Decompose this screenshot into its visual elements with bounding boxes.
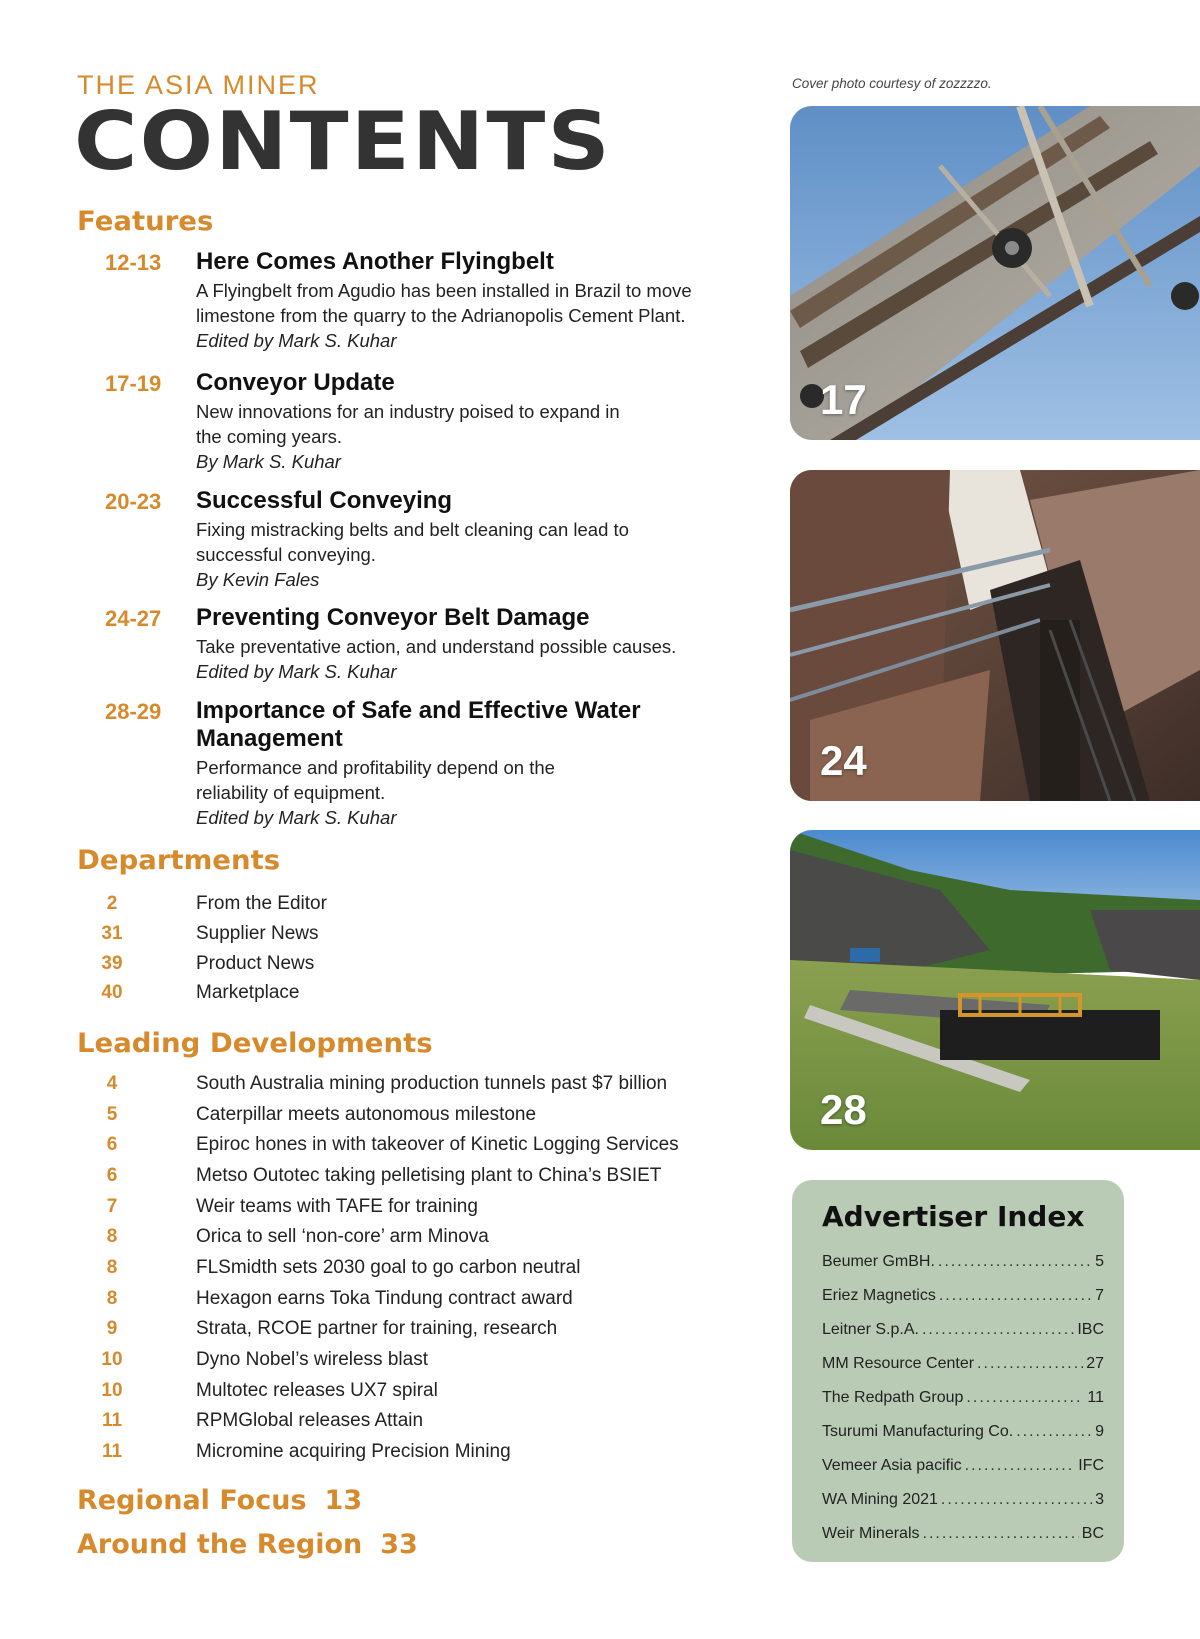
leader-dots — [923, 1525, 1079, 1543]
advertiser-row[interactable] — [822, 1253, 1104, 1271]
advertiser-page: IFC — [1078, 1457, 1104, 1474]
feature-pages: 17-19 — [105, 371, 162, 396]
feature-byline: Edited by Mark S. Kuhar — [196, 330, 397, 351]
photo-page-number: 17 — [820, 376, 867, 423]
news-item[interactable] — [0, 1349, 720, 1379]
news-item[interactable] — [0, 1257, 720, 1287]
photo-conveyor-damage[interactable] — [790, 470, 1200, 801]
news-item[interactable] — [0, 1380, 720, 1410]
masthead: THE ASIA MINER — [77, 70, 320, 100]
department-item[interactable] — [0, 893, 720, 923]
feature-description: Fixing mistracking belts and belt cleaning can lead to successful conveying. — [196, 519, 629, 565]
news-item[interactable] — [0, 1226, 720, 1256]
advertiser-row[interactable] — [822, 1389, 1104, 1407]
news-page: 9 — [106, 1318, 118, 1339]
news-page: 8 — [106, 1257, 118, 1278]
news-label: Orica to sell ‘non-core’ arm Minova — [196, 1226, 489, 1247]
photo-page-number: 28 — [820, 1086, 867, 1133]
news-label: Epiroc hones in with takeover of Kinetic Logging Services — [196, 1134, 679, 1155]
news-label: South Australia mining production tunnels past $7 billion — [196, 1073, 668, 1094]
advertiser-name: Eriez Magnetics — [822, 1287, 936, 1304]
news-page: 10 — [101, 1380, 123, 1401]
feature-pages: 12-13 — [105, 250, 162, 275]
cover-credit: Cover photo courtesy of zozzzzo. — [792, 76, 992, 91]
news-item[interactable] — [0, 1288, 720, 1318]
department-page: 39 — [101, 953, 123, 974]
feature-title: Successful Conveying — [196, 487, 453, 514]
leader-dots — [922, 1321, 1074, 1339]
feature-description: A Flyingbelt from Agudio has been installed in Brazil to move limestone from the quarry to the Adrianopolis Cement Plant. — [196, 280, 692, 326]
news-page: 6 — [106, 1165, 118, 1186]
leader-dots — [941, 1491, 1092, 1509]
advertiser-name: Tsurumi Manufacturing Co. — [822, 1423, 1014, 1440]
around-region-page: 33 — [380, 1529, 418, 1560]
feature-description: Performance and profitability depend on the reliability of equipment. — [196, 757, 555, 803]
advertiser-name: Vemeer Asia pacific — [822, 1457, 962, 1474]
news-label: Caterpillar meets autonomous milestone — [196, 1104, 537, 1125]
leader-dots — [939, 1287, 1092, 1305]
news-label: Metso Outotec taking pelletising plant to China’s BSIET — [196, 1165, 662, 1186]
news-page: 10 — [101, 1349, 123, 1370]
news-page: 8 — [106, 1288, 118, 1309]
news-page: 7 — [106, 1196, 118, 1217]
feature-title: Preventing Conveyor Belt Damage — [196, 604, 590, 631]
news-item[interactable] — [0, 1441, 720, 1471]
feature-pages: 24-27 — [105, 606, 162, 631]
news-label: Strata, RCOE partner for training, research — [196, 1318, 558, 1339]
features-heading: Features — [77, 206, 214, 237]
news-label: Micromine acquiring Precision Mining — [196, 1441, 511, 1462]
leading-developments-heading: Leading Developments — [77, 1028, 433, 1059]
page-title: CONTENTS — [74, 95, 612, 188]
news-page: 4 — [106, 1073, 118, 1094]
advertiser-page: 5 — [1095, 1253, 1104, 1270]
feature-title: Conveyor Update — [196, 369, 395, 396]
advertiser-row[interactable] — [822, 1355, 1104, 1373]
around-region-label: Around the Region — [77, 1529, 363, 1560]
advertiser-row[interactable] — [822, 1423, 1104, 1441]
department-page: 2 — [106, 893, 118, 914]
leader-dots — [1016, 1423, 1092, 1441]
photo-flyingbelt[interactable] — [790, 106, 1200, 440]
news-label: Hexagon earns Toka Tindung contract award — [196, 1288, 573, 1309]
regional-focus-heading[interactable] — [77, 1485, 362, 1516]
leader-dots — [965, 1457, 1076, 1475]
regional-focus-page: 13 — [324, 1485, 363, 1516]
advertiser-row[interactable] — [822, 1525, 1104, 1543]
feature-title: Importance of Safe and Effective Water Management — [196, 697, 641, 752]
advertiser-name: Leitner S.p.A. — [822, 1321, 919, 1338]
advertiser-name: Weir Minerals — [822, 1525, 920, 1542]
department-item[interactable] — [0, 923, 720, 953]
advertiser-page: 9 — [1095, 1423, 1104, 1440]
news-item[interactable] — [0, 1134, 720, 1164]
advertiser-page: 27 — [1086, 1355, 1104, 1372]
advertiser-page: 7 — [1095, 1287, 1104, 1304]
advertiser-index-heading: Advertiser Index — [822, 1200, 1085, 1233]
department-label: Marketplace — [196, 982, 300, 1003]
around-region-heading[interactable] — [77, 1529, 418, 1560]
news-item[interactable] — [0, 1104, 720, 1134]
department-label: From the Editor — [196, 893, 327, 914]
news-item[interactable] — [0, 1073, 720, 1103]
feature-byline: By Kevin Fales — [196, 569, 320, 590]
news-label: Weir teams with TAFE for training — [196, 1196, 478, 1217]
advertiser-row[interactable] — [822, 1321, 1104, 1339]
advertiser-name: MM Resource Center — [822, 1355, 975, 1372]
department-item[interactable] — [0, 953, 720, 983]
news-page: 11 — [101, 1410, 123, 1431]
advertiser-page: IBC — [1077, 1321, 1104, 1338]
news-page: 5 — [106, 1104, 118, 1125]
advertiser-name: The Redpath Group — [822, 1389, 964, 1406]
advertiser-page: 11 — [1087, 1389, 1104, 1406]
advertiser-name: Beumer GmBH. — [822, 1253, 935, 1270]
departments-heading: Departments — [77, 845, 281, 876]
feature-byline: By Mark S. Kuhar — [196, 451, 341, 472]
feature-byline: Edited by Mark S. Kuhar — [196, 807, 397, 828]
leader-dots — [938, 1253, 1092, 1271]
feature-title: Here Comes Another Flyingbelt — [196, 248, 554, 275]
department-label: Product News — [196, 953, 315, 974]
advertiser-index — [792, 1180, 1124, 1562]
news-page: 11 — [101, 1441, 123, 1462]
feature-byline: Edited by Mark S. Kuhar — [196, 661, 397, 682]
department-item[interactable] — [0, 982, 720, 1012]
news-item[interactable] — [0, 1196, 720, 1226]
advertiser-row[interactable] — [822, 1457, 1104, 1475]
leader-dots — [977, 1355, 1083, 1373]
news-label: RPMGlobal releases Attain — [196, 1410, 424, 1431]
leader-dots — [966, 1389, 1084, 1407]
department-label: Supplier News — [196, 923, 319, 944]
regional-focus-label: Regional Focus — [77, 1485, 307, 1516]
feature-description: Take preventative action, and understand possible causes. — [196, 636, 677, 657]
department-page: 40 — [101, 982, 123, 1003]
news-item[interactable] — [0, 1318, 720, 1348]
advertiser-name: WA Mining 2021 — [822, 1491, 938, 1508]
advertiser-row[interactable] — [822, 1287, 1104, 1305]
news-item[interactable] — [0, 1165, 720, 1195]
photo-page-number: 24 — [820, 737, 867, 784]
feature-pages: 20-23 — [105, 489, 162, 514]
feature-pages: 28-29 — [105, 699, 162, 724]
news-item[interactable] — [0, 1410, 720, 1440]
advertiser-page: 3 — [1095, 1491, 1104, 1508]
advertiser-page: BC — [1081, 1525, 1104, 1542]
news-label: FLSmidth sets 2030 goal to go carbon neutral — [196, 1257, 581, 1278]
feature-description: New innovations for an industry poised to expand in the coming years. — [196, 401, 620, 447]
department-page: 31 — [101, 923, 123, 944]
news-label: Dyno Nobel’s wireless blast — [196, 1349, 428, 1370]
news-page: 8 — [106, 1226, 118, 1247]
news-page: 6 — [106, 1134, 118, 1155]
news-label: Multotec releases UX7 spiral — [196, 1380, 438, 1401]
photo-water-management[interactable] — [790, 830, 1200, 1150]
advertiser-row[interactable] — [822, 1491, 1104, 1509]
